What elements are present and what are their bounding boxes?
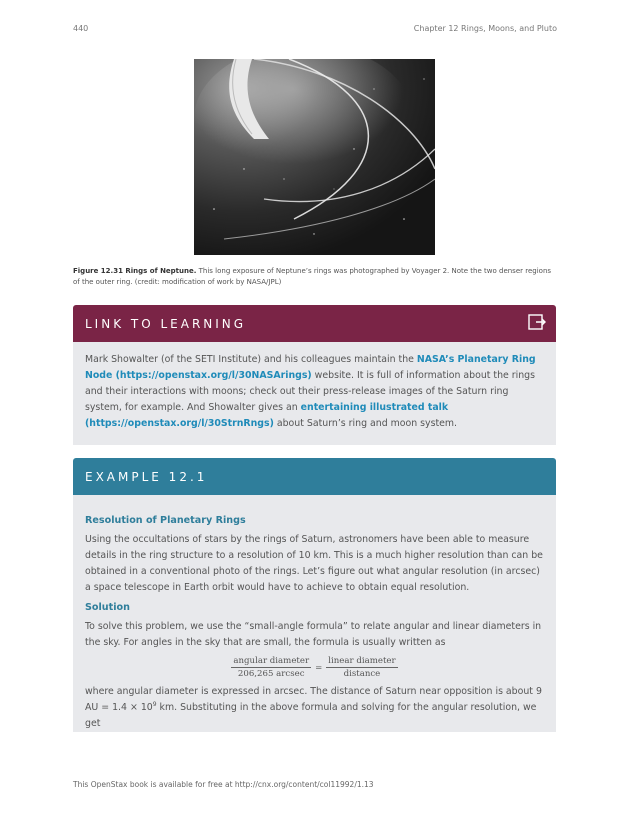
ltl-text-2: website. It is full of information about the rings and their interactions with moons; check out their press-release images of the Saturn ring system, for example. And Showalter gives an — [85, 370, 536, 413]
example-title: EXAMPLE 12.1 — [85, 470, 208, 484]
formula-equals: = — [315, 662, 323, 673]
external-link-icon[interactable] — [528, 314, 546, 334]
formula-left-fraction — [231, 655, 311, 680]
link-to-learning-box — [73, 305, 556, 445]
illustrated-talk-link[interactable]: entertaining illustrated talk (https://openstax.org/l/30StrnRngs) — [85, 402, 449, 429]
example-paragraph-1: Using the occultations of stars by the rings of Saturn, astronomers have been able to measure details in the ring structure to a resolution of 10 km. This is a much higher resolution than can be obtained in a conventional photo of the rings. Let’s figure out what angular resolution (in arcsec) a space telescope in Earth orbit would have to achieve to obtain equal resolution. — [85, 534, 543, 593]
link-to-learning-body — [73, 342, 556, 445]
chapter-title: Chapter 12 Rings, Moons, and Pluto — [413, 24, 557, 33]
paragraph-3-part-b: km. Substituting in the above formula and solving for the angular resolution, we get — [85, 702, 537, 729]
example-header — [73, 458, 556, 495]
formula-right-fraction — [326, 655, 397, 680]
example-paragraph-3 — [85, 684, 544, 732]
page-number: 440 — [73, 24, 89, 33]
example-paragraph-2: To solve this problem, we use the “small-angle formula” to relate angular and linear diameters in the sky. For angles in the sky that are small, the formula is usually written as — [85, 621, 542, 648]
formula-left-numerator: angular diameter — [233, 656, 310, 666]
formula-left-denominator: 206,265 arcsec — [237, 669, 305, 679]
link-to-learning-header — [73, 305, 556, 342]
footer-text: This OpenStax book is available for free at http://cnx.org/content/col11992/1.13 — [73, 780, 374, 789]
example-body — [73, 495, 556, 732]
caption-label: Figure 12.31 Rings of Neptune. — [73, 267, 197, 275]
neptune-rings-photo — [194, 59, 435, 255]
formula-right-numerator: linear diameter — [328, 656, 396, 666]
example-box — [73, 458, 556, 732]
solution-label: Solution — [85, 602, 130, 613]
caption-text: This long exposure of Neptune’s rings was photographed by Voyager 2. Note the two denser regions of the outer ring. (credit: modification of work by NASA/JPL) — [73, 267, 552, 286]
formula-right-denominator: distance — [343, 669, 381, 679]
paragraph-3-superscript: 9 — [152, 700, 157, 708]
ltl-text-3: about Saturn’s ring and moon system. — [273, 418, 458, 429]
ltl-text-1: Mark Showalter (of the SETI Institute) and his colleagues maintain the — [85, 354, 417, 365]
small-angle-formula — [85, 655, 544, 680]
figure-caption — [73, 266, 557, 288]
paragraph-3-part-a: where angular diameter is expressed in arcsec. The distance of Saturn near opposition is about 9 AU = 1.4 × 10 — [85, 686, 542, 713]
link-to-learning-title: LINK TO LEARNING — [85, 317, 247, 331]
neptune-rings-figure — [194, 59, 435, 255]
planetary-ring-node-link[interactable]: NASA’s Planetary Ring Node (https://openstax.org/l/30NASArings) — [85, 354, 536, 381]
example-subtitle: Resolution of Planetary Rings — [85, 515, 246, 526]
